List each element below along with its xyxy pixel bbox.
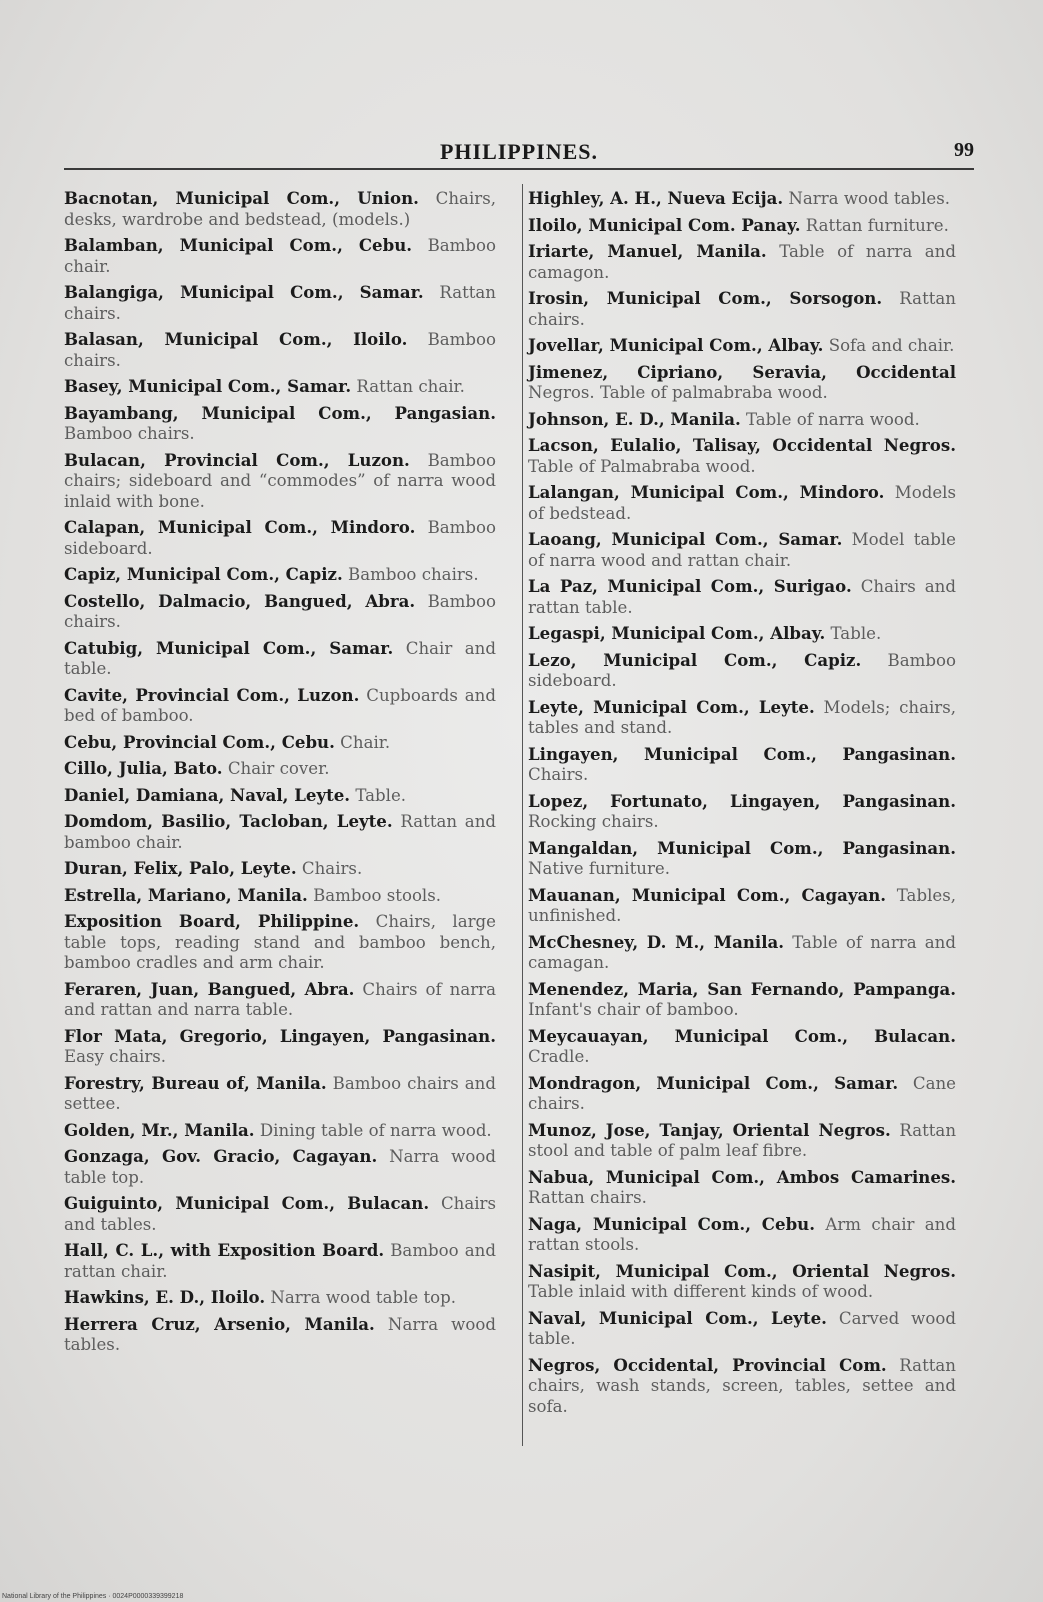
entry-description: Models of bedstead. [528,483,956,523]
entry-exhibitor: Cillo, Julia, Bato. [64,758,223,778]
directory-entry [64,1026,496,1068]
entry-description: Chairs. [528,765,589,784]
directory-entry [528,1073,956,1115]
entry-exhibitor: McChesney, D. M., Manila. [528,931,785,952]
directory-entry [64,638,496,680]
entry-exhibitor: Highley, A. H., Nueva Ecija. [528,188,784,208]
entry-description: Rattan chairs. [64,283,496,323]
entry-description: Table of narra wood. [740,409,920,429]
entry-exhibitor: Calapan, Municipal Com., Mindoro. [64,517,416,537]
entry-description: Rocking chairs. [528,812,659,831]
entry-exhibitor: Johnson, E. D., Manila. [528,408,741,429]
entry-description: Table of narra and camagon. [528,242,956,282]
entry-exhibitor: La Paz, Municipal Com., Surigao. [528,576,852,596]
entry-description: Table. [350,785,407,805]
entry-exhibitor: Iloilo, Municipal Com. Panay. [528,214,801,235]
directory-entry [528,744,956,786]
entry-description: Table of Palmabraba wood. [528,456,756,476]
directory-entry [64,1314,496,1356]
entry-description: Tables, unfinished. [528,885,956,925]
entry-description: Bamboo chairs. [64,424,195,443]
directory-entry [64,785,496,807]
entry-exhibitor: Negros, Occidental, Provincial Com. [528,1354,887,1375]
entry-exhibitor: Golden, Mr., Manila. [64,1119,255,1140]
entry-description: Infant's chair of bamboo. [528,1000,739,1019]
entry-description: Narra wood tables. [64,1314,496,1354]
page-title: PHILIPPINES. [439,139,599,164]
entry-exhibitor: Flor Mata, Gregorio, Lingayen, Pangasinan. [64,1025,496,1046]
page-number: 99 [954,139,974,161]
entry-exhibitor: Hall, C. L., with Exposition Board. [64,1240,385,1260]
entry-exhibitor: Duran, Felix, Palo, Leyte. [64,858,297,878]
directory-entry [64,403,496,445]
entry-description: Rattan furniture. [800,215,949,235]
directory-entry [528,885,956,927]
entry-exhibitor: Daniel, Damiana, Naval, Leyte. [64,784,351,805]
directory-entry [64,911,496,974]
directory-entry [64,564,496,586]
directory-entry [528,215,956,237]
entry-description: Rattan stool and table of palm leaf fibre. [528,1120,956,1160]
entry-description: Bamboo chairs. [64,330,497,370]
directory-entry [528,1120,956,1162]
directory-entry [64,188,496,230]
entry-description: Chairs. [296,859,363,878]
directory-entry [528,791,956,833]
entry-exhibitor: Basey, Municipal Com., Samar. [64,376,352,396]
directory-entry [64,758,496,780]
directory-entry [64,235,496,277]
directory-entry [528,1026,956,1068]
directory-entry [528,362,956,404]
right-column [528,188,956,1422]
entry-exhibitor: Forestry, Bureau of, Manila. [64,1072,327,1093]
entry-description: Chairs, large table tops, reading stand and bamboo bench, bamboo cradles and arm chair. [64,912,496,972]
entry-description: Chairs and tables. [64,1194,496,1234]
entry-exhibitor: Capiz, Municipal Com., Capiz. [64,564,343,584]
directory-entry [64,376,496,398]
entry-exhibitor: Leyte, Municipal Com., Leyte. [528,696,815,717]
entry-exhibitor: Guiguinto, Municipal Com., Bulacan. [64,1193,430,1213]
entry-description: Bamboo chairs. [64,591,497,631]
directory-entry [528,435,956,477]
entry-description: Bamboo sideboard. [64,518,497,558]
entry-description: Models; chairs, tables and stand. [528,697,956,737]
entry-exhibitor: Catubig, Municipal Com., Samar. [64,637,394,658]
entry-description: Rattan and bamboo chair. [64,812,497,852]
entry-description: Rattan chair. [351,377,465,396]
directory-entry [64,1073,496,1115]
directory-entry [528,838,956,880]
entry-description: Chairs and rattan table. [528,577,956,617]
directory-entry [528,1355,956,1418]
entry-description: Negros. Table of palmabraba wood. [528,383,828,402]
entry-description: Chair cover. [222,759,330,778]
entry-exhibitor: Menendez, Maria, San Fernando, Pampanga. [528,978,956,999]
entry-description: Bamboo chairs; sideboard and “commodes” of narra wood inlaid with bone. [64,450,497,511]
directory-entry [528,1261,956,1303]
directory-entry [64,329,496,371]
directory-entry [528,932,956,974]
entry-exhibitor: Legaspi, Municipal Com., Albay. [528,623,826,643]
footer-attribution: National Library of the Philippines · 0024P0000339399218 [2,1593,184,1600]
entry-description: Rattan chairs. [528,1188,647,1207]
entry-description: Native furniture. [528,859,670,878]
directory-entry [528,1214,956,1256]
entry-description: Narra wood table top. [265,1288,457,1307]
entry-description: Narra wood table top. [64,1147,496,1187]
directory-entry [64,1146,496,1188]
entry-description: Bamboo and rattan chair. [64,1241,496,1281]
entry-description: Chairs, desks, wardrobe and bedstead, (models.) [64,189,496,229]
header-rule [64,168,974,170]
directory-entry [64,1240,496,1282]
directory-entry [64,517,496,559]
entry-exhibitor: Estrella, Mariano, Manila. [64,884,308,905]
directory-entry [64,811,496,853]
directory-entry [528,623,956,645]
entry-description: Rattan chairs, wash stands, screen, tables, settee and sofa. [528,1355,956,1416]
entry-exhibitor: Mangaldan, Municipal Com., Pangasinan. [528,837,956,858]
entry-exhibitor: Meycauayan, Municipal Com., Bulacan. [528,1025,956,1046]
entry-description: Narra wood tables. [783,189,951,208]
directory-entry [528,409,956,431]
directory-entry [528,241,956,283]
entry-exhibitor: Balangiga, Municipal Com., Samar. [64,282,424,302]
directory-entry [64,1193,496,1235]
entry-exhibitor: Herrera Cruz, Arsenio, Manila. [64,1313,375,1334]
directory-entry [528,697,956,739]
entry-exhibitor: Bayambang, Municipal Com., Pangasian. [64,402,496,423]
directory-entry [528,650,956,692]
entry-exhibitor: Lezo, Municipal Com., Capiz. [528,649,862,670]
entry-exhibitor: Feraren, Juan, Bangued, Abra. [64,978,355,999]
column-divider [522,184,523,1446]
entry-description: Cradle. [528,1047,590,1066]
entry-exhibitor: Domdom, Basilio, Tacloban, Leyte. [64,811,393,831]
entry-exhibitor: Exposition Board, Philippine. [64,911,360,931]
entry-exhibitor: Lalangan, Municipal Com., Mindoro. [528,482,885,502]
entry-exhibitor: Costello, Dalmacio, Bangued, Abra. [64,590,416,611]
entry-description: Easy chairs. [64,1047,167,1066]
entry-description: Cane chairs. [528,1073,956,1113]
entry-exhibitor: Lopez, Fortunato, Lingayen, Pangasinan. [528,790,956,811]
entry-description: Bamboo chairs. [342,565,479,584]
directory-entry [64,1120,496,1142]
directory-entry [64,979,496,1021]
entry-description: Model table of narra wood and rattan chair. [528,530,957,570]
entry-description: Carved wood table. [528,1308,956,1348]
left-column [64,188,496,1361]
entry-description: Table. [825,624,882,643]
entry-description: Bamboo chairs and settee. [64,1073,496,1113]
directory-entry [64,282,496,324]
entry-description: Dining table of narra wood. [254,1120,492,1140]
directory-entry [528,288,956,330]
directory-entry [64,450,496,513]
entry-exhibitor: Iriarte, Manuel, Manila. [528,241,767,261]
entry-exhibitor: Nasipit, Municipal Com., Oriental Negros. [528,1260,956,1281]
directory-entry [64,732,496,754]
entry-exhibitor: Balamban, Municipal Com., Cebu. [64,235,413,255]
entry-description: Sofa and chair. [823,336,955,355]
entry-description: Chair. [334,732,391,752]
entry-exhibitor: Laoang, Municipal Com., Samar. [528,529,843,549]
entry-description: Bamboo stools. [307,885,442,905]
directory-entry [528,482,956,524]
entry-description: Bamboo chair. [64,236,496,276]
entry-exhibitor: Bulacan, Provincial Com., Luzon. [64,449,410,470]
directory-entry [64,591,496,633]
entry-exhibitor: Lacson, Eulalio, Talisay, Occidental Negros. [528,435,956,455]
entry-description: Table inlaid with different kinds of wood. [528,1282,874,1301]
entry-exhibitor: Jimenez, Cipriano, Seravia, Occidental [528,361,956,382]
entry-exhibitor: Mondragon, Municipal Com., Samar. [528,1072,899,1093]
directory-entry [64,1287,496,1309]
directory-entry [64,885,496,907]
entry-exhibitor: Cebu, Provincial Com., Cebu. [64,731,335,752]
entry-description: Table of narra and camagan. [528,932,956,972]
page-header [64,139,974,169]
entry-description: Chair and table. [64,638,496,678]
entry-exhibitor: Lingayen, Municipal Com., Pangasinan. [528,743,956,764]
directory-entry [528,1167,956,1209]
entry-exhibitor: Bacnotan, Municipal Com., Union. [64,188,419,208]
directory-entry [528,335,956,357]
entry-description: Cupboards and bed of bamboo. [64,685,496,725]
directory-entry [64,858,496,880]
entry-exhibitor: Balasan, Municipal Com., Iloilo. [64,329,408,349]
entry-exhibitor: Mauanan, Municipal Com., Cagayan. [528,884,887,905]
entry-exhibitor: Gonzaga, Gov. Gracio, Cagayan. [64,1146,378,1166]
entry-description: Rattan chairs. [528,289,956,329]
entry-exhibitor: Cavite, Provincial Com., Luzon. [64,684,360,705]
entry-description: Bamboo sideboard. [528,650,956,690]
directory-entry [64,685,496,727]
entry-description: Chairs of narra and rattan and narra table. [64,979,496,1019]
entry-exhibitor: Hawkins, E. D., Iloilo. [64,1287,266,1307]
entry-exhibitor: Munoz, Jose, Tanjay, Oriental Negros. [528,1119,891,1140]
directory-entry [528,979,956,1021]
directory-entry [528,188,956,210]
entry-exhibitor: Naga, Municipal Com., Cebu. [528,1213,816,1234]
entry-exhibitor: Naval, Municipal Com., Leyte. [528,1307,827,1328]
directory-entry [528,529,956,571]
entry-exhibitor: Nabua, Municipal Com., Ambos Camarines. [528,1166,956,1187]
directory-entry [528,1308,956,1350]
entry-exhibitor: Irosin, Municipal Com., Sorsogon. [528,288,883,308]
directory-entry [528,576,956,618]
entry-exhibitor: Jovellar, Municipal Com., Albay. [528,335,824,355]
entry-description: Arm chair and rattan stools. [528,1214,956,1254]
